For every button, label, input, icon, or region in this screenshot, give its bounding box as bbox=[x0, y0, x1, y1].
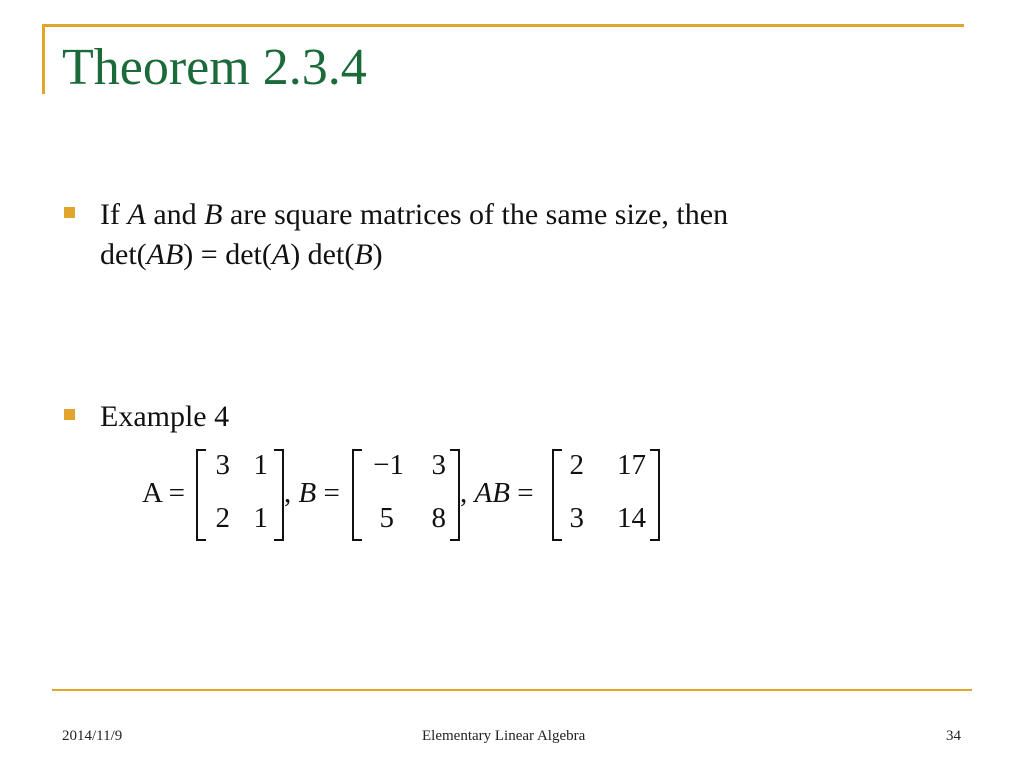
right-bracket bbox=[650, 449, 660, 541]
left-bracket bbox=[196, 449, 206, 541]
matrix-ab bbox=[552, 449, 660, 541]
matrix-cell: 5 bbox=[379, 502, 394, 534]
footer-date: 2014/11/9 bbox=[62, 728, 123, 744]
bullet-square-icon bbox=[64, 207, 75, 218]
matrix-cell: 14 bbox=[617, 502, 646, 534]
matrix-cell: 8 bbox=[431, 502, 446, 534]
matrix-cell: 17 bbox=[617, 449, 646, 481]
label-a: A = bbox=[142, 477, 185, 509]
matrix-cell: 3 bbox=[431, 449, 446, 481]
label-b: , B = bbox=[284, 477, 340, 509]
matrix-cell: 2 bbox=[215, 502, 230, 534]
matrix-cell: 2 bbox=[569, 449, 584, 481]
left-rule bbox=[42, 24, 45, 94]
right-bracket bbox=[450, 449, 460, 541]
slide-title: Theorem 2.3.4 bbox=[62, 39, 367, 96]
footer-rule bbox=[52, 689, 972, 691]
matrix-a bbox=[196, 449, 284, 541]
footer-course: Elementary Linear Algebra bbox=[422, 728, 586, 744]
left-bracket bbox=[552, 449, 562, 541]
theorem-line-2: det(AB) = det(A) det(B) bbox=[100, 238, 383, 271]
footer-page-number: 34 bbox=[946, 728, 961, 744]
example-equation bbox=[0, 440, 1024, 550]
right-bracket bbox=[274, 449, 284, 541]
matrix-b bbox=[352, 449, 460, 541]
example-label: Example 4 bbox=[100, 400, 230, 433]
bullet-square-icon bbox=[64, 409, 75, 420]
theorem-line-1: If A and B are square matrices of the same size, then bbox=[100, 198, 729, 231]
top-rule bbox=[42, 24, 964, 27]
matrix-cell: 3 bbox=[215, 449, 230, 481]
matrix-cell: 3 bbox=[569, 502, 584, 534]
matrix-cell: −1 bbox=[373, 449, 404, 481]
matrix-cell: 1 bbox=[253, 502, 268, 534]
label-ab: , AB = bbox=[460, 477, 534, 509]
left-bracket bbox=[352, 449, 362, 541]
matrix-cell: 1 bbox=[253, 449, 268, 481]
